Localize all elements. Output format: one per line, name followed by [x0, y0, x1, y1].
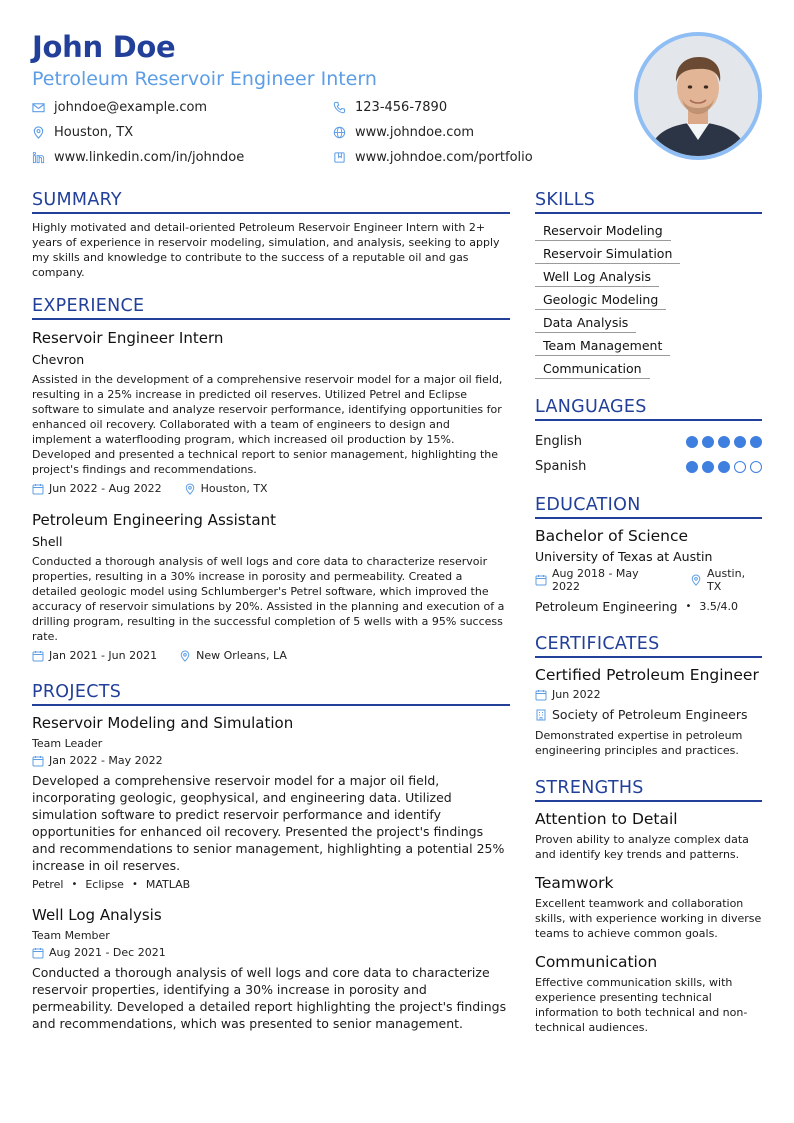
skill-tag: Reservoir Modeling: [535, 222, 671, 241]
email-text: johndoe@example.com: [54, 100, 208, 115]
location-pin-icon: [32, 126, 45, 139]
strength-text: Proven ability to analyze complex data and identify key trends and patterns.: [535, 833, 749, 861]
company-name: Chevron: [32, 352, 85, 367]
certificate-description: Demonstrated expertise in petroleum engineering principles and practices.: [535, 729, 743, 757]
linkedin-text: www.linkedin.com/in/johndoe: [54, 150, 245, 165]
skills-list: [535, 222, 762, 383]
strength-item: [535, 953, 762, 1035]
university: University of Texas at Austin: [535, 549, 713, 564]
job-title: Petroleum Engineering Assistant: [32, 511, 277, 529]
level-dot-filled: [686, 461, 698, 473]
project-tags: Petrel • Eclipse • MATLAB: [32, 878, 191, 891]
strength-item: [535, 874, 762, 941]
bookmark-icon: [333, 151, 346, 164]
calendar-icon: [535, 574, 547, 586]
project-tag: Eclipse: [85, 878, 124, 891]
calendar-icon: [32, 650, 44, 662]
level-dot-filled: [750, 436, 762, 448]
skills-heading: SKILLS: [535, 190, 762, 214]
phone-icon: [333, 101, 346, 114]
calendar-icon: [32, 483, 44, 495]
level-dot-empty: [750, 461, 762, 473]
project-description: Developed a comprehensive reservoir model for a major oil field, incorporating geologic, geophysical, and engineering data. Utilized simulation software to predict reservoir performance and identify opportunities for enhanced oil recovery. Presented the project's findings and recommendations to senior management, highlighting a potential 25% increase in oil reserves.: [32, 773, 505, 873]
certificate-issuer-row: [535, 707, 762, 722]
contact-location: [32, 125, 133, 140]
project-role: Team Leader: [32, 737, 103, 750]
job-description: Conducted a thorough analysis of well logs and core data to characterize reservoir properties, resulting in a 30% increase in porosity and permeability. Created a detailed geologic model using Schlumberger's Petrel software, which improved the accuracy of reservoir simulations by 20%. Assisted in the planning and execution of a drilling program, resulting in the successful completion of 5 wells with a 95% success rate.: [32, 555, 505, 643]
job-location: Houston, TX: [200, 482, 268, 495]
certificate-date: Jun 2022: [552, 688, 601, 701]
website-text: www.johndoe.com: [355, 125, 474, 140]
strength-title: Communication: [535, 953, 658, 971]
level-dot-filled: [718, 461, 730, 473]
level-dot-filled: [702, 436, 714, 448]
strength-item: [535, 810, 762, 862]
contact-website[interactable]: [333, 125, 474, 140]
summary-text: Highly motivated and detail-oriented Petroleum Reservoir Engineer Intern with 2+ years of experience in reservoir modeling, simulation, and analysis, seeking to apply my skills and knowledge to contribute to the success of a reputable oil and gas company.: [32, 221, 500, 279]
education-dates: Aug 2018 - May 2022: [552, 567, 639, 593]
language-name: Spanish: [535, 459, 587, 474]
calendar-icon: [535, 689, 547, 701]
education-field: Petroleum Engineering: [535, 599, 678, 614]
project-dates: Aug 2021 - Dec 2021: [49, 946, 166, 959]
portfolio-text: www.johndoe.com/portfolio: [355, 150, 533, 165]
level-dot-filled: [702, 461, 714, 473]
strengths-heading: STRENGTHS: [535, 778, 762, 802]
education-location: Austin, TX: [707, 567, 746, 593]
calendar-icon: [32, 947, 44, 959]
project-tag: MATLAB: [145, 878, 191, 891]
experience-heading: EXPERIENCE: [32, 296, 510, 320]
level-dot-filled: [718, 436, 730, 448]
contact-phone[interactable]: [333, 100, 447, 115]
location-text: Houston, TX: [54, 125, 134, 140]
project-tag: Petrel: [32, 878, 64, 891]
skill-tag: Communication: [535, 360, 650, 379]
certificate-date-row: [535, 688, 762, 701]
phone-text: 123-456-7890: [355, 100, 448, 115]
language-row: [535, 454, 762, 479]
certificates-heading: CERTIFICATES: [535, 634, 762, 658]
project-title: Reservoir Modeling and Simulation: [32, 714, 294, 732]
languages-heading: LANGUAGES: [535, 397, 762, 421]
job-meta: [32, 482, 510, 495]
skill-tag: Data Analysis: [535, 314, 636, 333]
project-item: [32, 906, 510, 1032]
project-meta: [32, 754, 510, 767]
project-title: Well Log Analysis: [32, 906, 162, 924]
skill-tag: Geologic Modeling: [535, 291, 666, 310]
experience-item: [32, 511, 510, 662]
company-name: Shell: [32, 534, 63, 549]
job-meta: [32, 649, 510, 662]
mail-icon: [32, 101, 45, 114]
project-description: Conducted a thorough analysis of well logs and core data to characterize reservoir properties, identifying a 30% increase in porosity and permeability. Developed a detailed report highlighting the project's findings and recommendations, which was presented to senior management.: [32, 965, 507, 1031]
job-description: Assisted in the development of a comprehensive reservoir model for a major oil field, resulting in a 25% increase in predicted oil reserves. Utilized Petrel and Eclipse software to simulate and analyze reservoir performance, identifying opportunities for enhanced oil recovery. Collaborated with a team of engineers to design and implement a waterflooding program, which increased oil production by 15%. Developed and presented a technical report to senior management, highlighting the project's findings and recommendations.: [32, 373, 503, 476]
linkedin-icon: [32, 151, 45, 164]
projects-heading: PROJECTS: [32, 682, 510, 706]
contact-portfolio[interactable]: [333, 150, 533, 165]
strength-title: Teamwork: [535, 874, 614, 892]
calendar-icon: [32, 755, 44, 767]
level-dot-empty: [734, 461, 746, 473]
level-dot-filled: [686, 436, 698, 448]
contact-linkedin[interactable]: [32, 150, 244, 165]
job-dates: Jan 2021 - Jun 2021: [49, 649, 158, 662]
candidate-name: John Doe: [32, 30, 176, 64]
strength-text: Effective communication skills, with experience presenting technical information to both technical and non-technical audiences.: [535, 976, 748, 1034]
project-role: Team Member: [32, 929, 110, 942]
degree: Bachelor of Science: [535, 527, 689, 545]
language-level-dots: [682, 436, 762, 448]
language-level-dots: [682, 461, 762, 473]
location-pin-icon: [179, 650, 191, 662]
building-icon: [535, 709, 547, 721]
globe-icon: [333, 126, 346, 139]
level-dot-filled: [734, 436, 746, 448]
summary-heading: SUMMARY: [32, 190, 510, 214]
right-column: [535, 190, 762, 1035]
profile-photo: [634, 32, 762, 160]
certificate-name: Certified Petroleum Engineer: [535, 666, 759, 684]
job-title: Reservoir Engineer Intern: [32, 329, 224, 347]
project-dates: Jan 2022 - May 2022: [49, 754, 163, 767]
strength-title: Attention to Detail: [535, 810, 678, 828]
skill-tag: Reservoir Simulation: [535, 245, 680, 264]
education-meta: [535, 567, 762, 593]
project-item: [32, 714, 510, 891]
job-dates: Jun 2022 - Aug 2022: [49, 482, 162, 495]
avatar-illustration: [638, 36, 758, 156]
job-location: New Orleans, LA: [196, 649, 287, 662]
education-field-row: Petroleum Engineering • 3.5/4.0: [535, 599, 739, 614]
project-meta: [32, 946, 510, 959]
location-pin-icon: [690, 574, 702, 586]
education-gpa: 3.5/4.0: [699, 600, 739, 613]
certificate-issuer: Society of Petroleum Engineers: [552, 707, 748, 722]
left-column: [32, 190, 510, 1032]
education-heading: EDUCATION: [535, 495, 762, 519]
location-pin-icon: [184, 483, 196, 495]
language-name: English: [535, 434, 582, 449]
candidate-role: Petroleum Reservoir Engineer Intern: [32, 68, 377, 90]
skill-tag: Well Log Analysis: [535, 268, 659, 287]
skill-tag: Team Management: [535, 337, 670, 356]
experience-item: [32, 329, 510, 495]
contact-email[interactable]: [32, 100, 207, 115]
language-row: [535, 429, 762, 454]
strength-text: Excellent teamwork and collaboration skills, with experience working in diverse teams to achieve common goals.: [535, 897, 762, 940]
